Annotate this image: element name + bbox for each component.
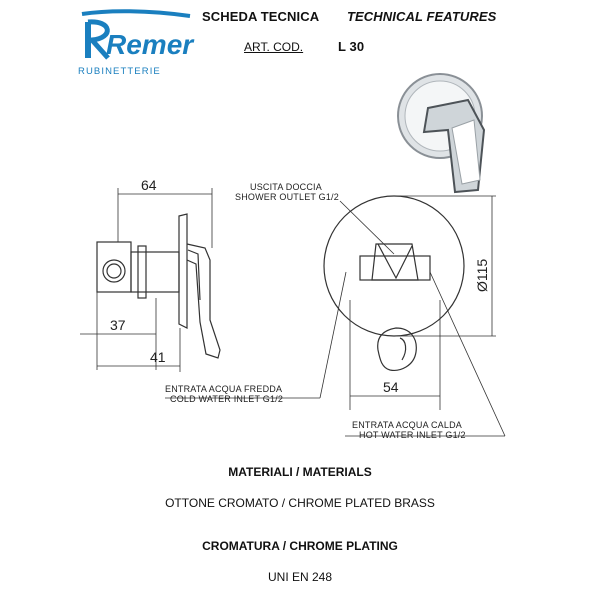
outlet-label-en: SHOWER OUTLET G1/2: [235, 192, 339, 202]
hot-inlet-label-en: HOT WATER INLET G1/2: [359, 430, 466, 440]
side-view: [97, 214, 220, 358]
dim-41: 41: [150, 349, 166, 365]
outlet-label-it: USCITA DOCCIA: [250, 182, 322, 192]
dim-64: 64: [141, 177, 157, 193]
hot-inlet-label-it: ENTRATA ACQUA CALDA: [352, 420, 462, 430]
cold-inlet-label-it: ENTRATA ACQUA FREDDA: [165, 384, 283, 394]
plating-value: UNI EN 248: [267, 570, 333, 584]
materials-title: MATERIALI / MATERIALS: [228, 465, 372, 479]
plating-title: CROMATURA / CHROME PLATING: [202, 539, 398, 553]
dim-54: 54: [383, 379, 399, 395]
cold-inlet-label-en: COLD WATER INLET G1/2: [170, 394, 284, 404]
product-photo: [398, 74, 484, 192]
brand-name: Remer: [106, 29, 194, 60]
front-view: [324, 196, 464, 370]
dim-diameter: Ø115: [474, 258, 490, 292]
dim-37: 37: [110, 317, 126, 333]
materials-value: OTTONE CROMATO / CHROME PLATED BRASS: [165, 496, 435, 510]
title-italian: SCHEDA TECNICA: [202, 9, 320, 24]
art-code-value: L 30: [338, 39, 365, 54]
title-english: TECHNICAL FEATURES: [347, 9, 497, 24]
art-code-label: ART. COD.: [244, 40, 304, 54]
brand-subtitle: RUBINETTERIE: [78, 66, 161, 77]
